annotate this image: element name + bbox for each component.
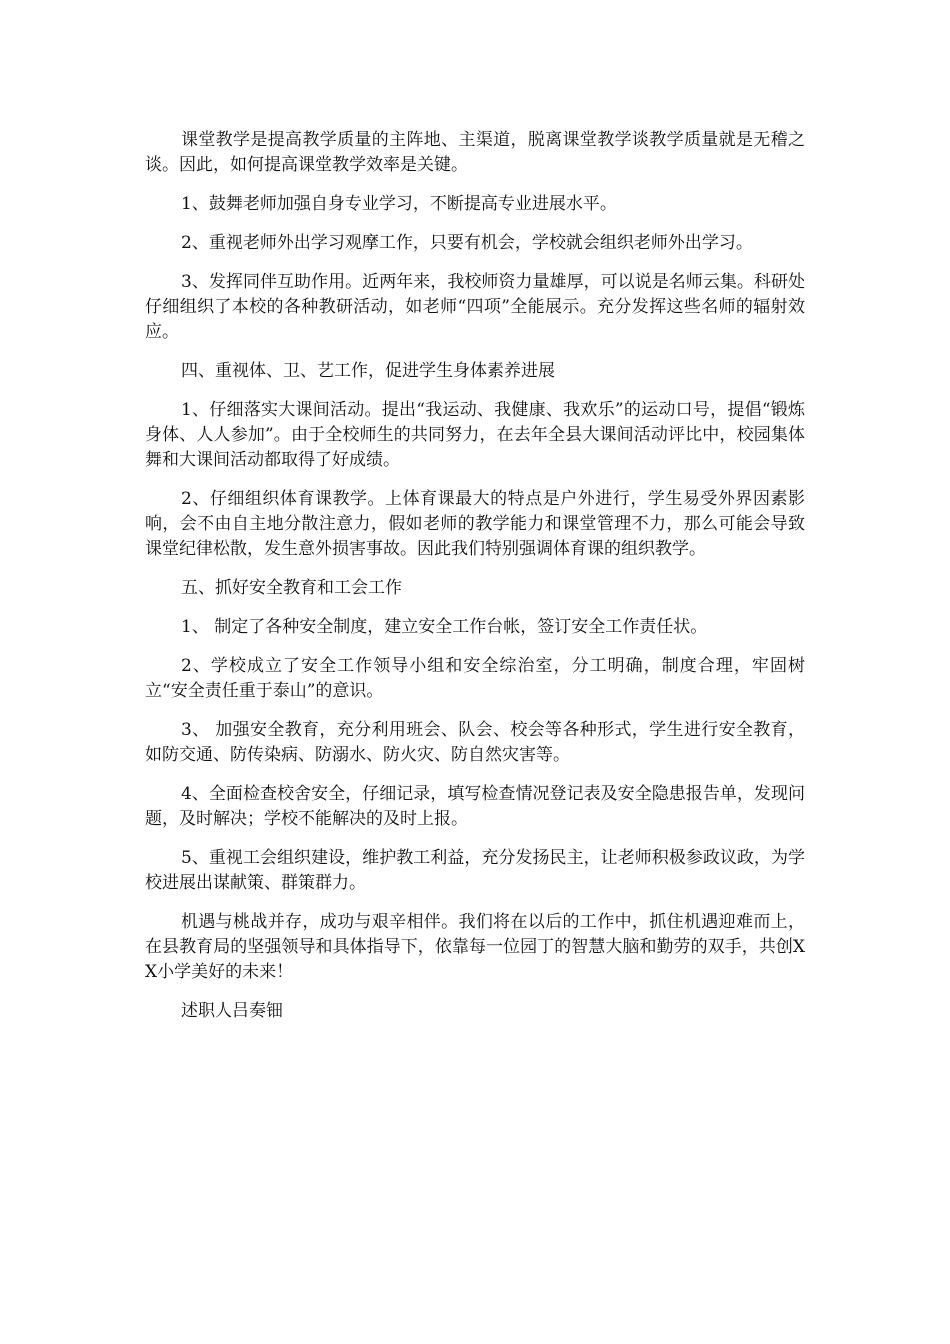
paragraph-item-2-pe-class: 2、仔细组织体育课教学。上体育课最大的特点是户外进行，学生易受外界因素影响，会不由自主地分散注意力，假如老师的教学能力和课堂管理不力，那么可能会导致课堂纪律松散，发生意外损害事故。因此我们特别强调体育课的组织教学。 — [145, 489, 805, 559]
paragraph-item-3-peer-support: 3、发挥同伴互助作用。近两年来，我校师资力量雄厚，可以说是名师云集。科研处仔细组织了本校的各种教研活动，如老师“四项”全能展示。充分发挥这些名师的辐射效应。 — [145, 272, 805, 342]
signature-line: 述职人吕奏钿 — [181, 1001, 283, 1021]
paragraph-item-5-union: 5、重视工会组织建设，维护教工利益，充分发扬民主，让老师积极参政议政，为学校进展出谋献策、群策群力。 — [145, 848, 805, 893]
paragraph-conclusion: 机遇与桃战并存，成功与艰辛相伴。我们将在以后的工作中，抓住机遇迎难而上，在县教育局的坚强领导和具体指导下，依靠每一位园丁的智慧大脑和勤劳的双手，共创XX小学美好的未来！ — [145, 912, 805, 982]
paragraph-item-2-observation: 2、重视老师外出学习观摩工作，只要有机会，学校就会组织老师外出学习。 — [181, 233, 753, 253]
paragraph-item-4-inspection: 4、全面检查校舍安全，仔细记录，填写检查情况登记表及安全隐患报告单，发现问题，及时解决；学校不能解决的及时上报。 — [145, 784, 805, 829]
paragraph-item-2-safety-group: 2、学校成立了安全工作领导小组和安全综治室，分工明确，制度合理，牢固树立“安全责任重于泰山”的意识。 — [145, 656, 805, 701]
paragraph-item-1-safety-rules: 1、 制定了各种安全制度，建立安全工作台帐，签订安全工作责任状。 — [181, 617, 708, 637]
paragraph-item-1-professional-study: 1、鼓舞老师加强自身专业学习，不断提高专业进展水平。 — [181, 194, 617, 214]
section-heading-5: 五、抓好安全教育和工会工作 — [181, 578, 402, 598]
section-heading-4: 四、重视体、卫、艺工作，促进学生身体素养进展 — [181, 361, 555, 381]
paragraph-item-1-activities: 1、仔细落实大课间活动。提出“我运动、我健康、我欢乐”的运动口号，提倡“锻炼身体、人人参加”。由于全校师生的共同努力，在去年全县大课间活动评比中，校园集体舞和大课间活动都取得了好成绩。 — [145, 400, 805, 470]
document-body — [145, 128, 805, 1038]
paragraph-item-3-safety-education: 3、 加强安全教育，充分利用班会、队会、校会等各种形式，学生进行安全教育，如防交通、防传染病、防溺水、防火灾、防自然灾害等。 — [145, 720, 805, 765]
paragraph-classroom-teaching: 课堂教学是提高教学质量的主阵地、主渠道，脱离课堂教学谈教学质量就是无稽之谈。因此，如何提高课堂教学效率是关键。 — [145, 130, 805, 175]
